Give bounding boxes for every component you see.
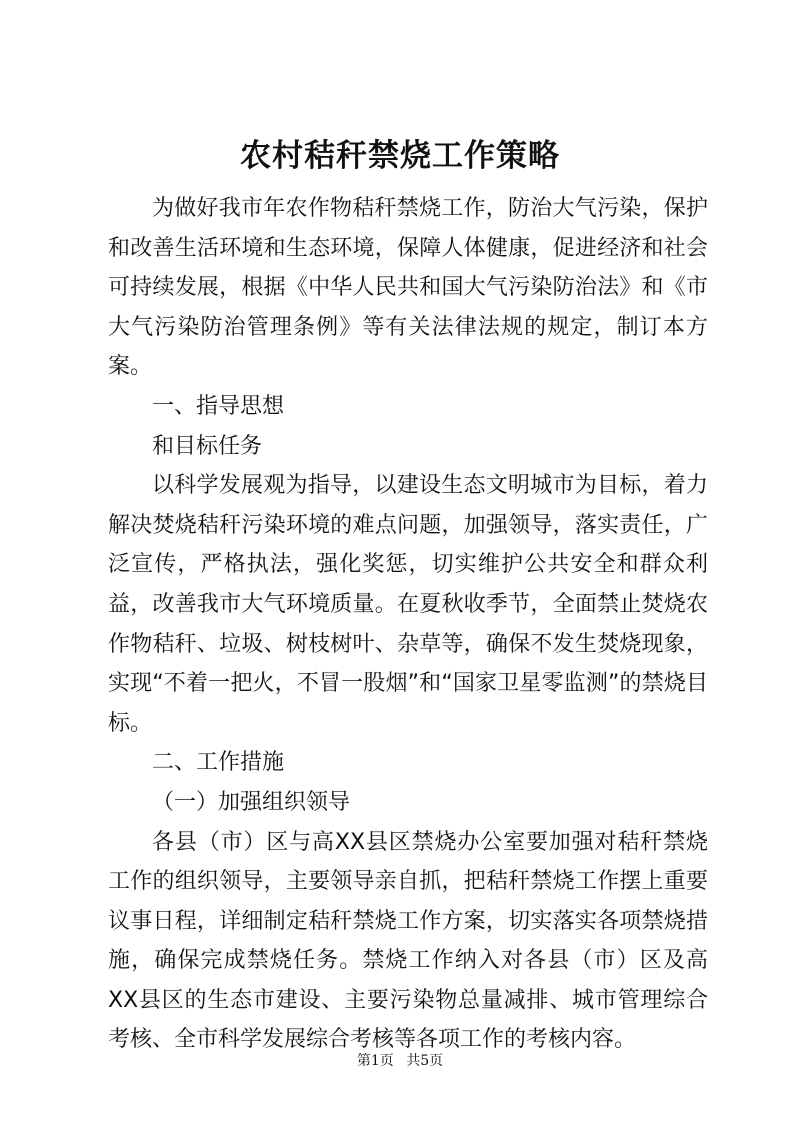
- paragraph-organization-content: 各县（市）区与高XX县区禁烧办公室要加强对秸秆禁烧工作的组织领导，主要领导亲自抓，把秸秆禁烧工作摆上重要议事日程，详细制定秸秆禁烧工作方案，切实落实各项禁烧措施，确保完成禁烧任务。禁烧工作纳入对各县（市）区及高XX县区的生态市建设、主要污染物总量减排、城市管理综合考核、全市科学发展综合考核等各项工作的考核内容。: [108, 829, 708, 1053]
- page-footer: [0, 1050, 800, 1070]
- subheading-organization: （一）加强组织领导: [152, 789, 351, 815]
- page-total: 共5页: [406, 1053, 444, 1069]
- paragraph-guiding-content: 以科学发展观为指导，以建设生态文明城市为目标，着力解决焚烧秸秆污染环境的难点问题，加强领导，落实责任，广泛宣传，严格执法，强化奖惩，切实维护公共安全和群众利益，改善我市大气环境质量。在夏秋收季节，全面禁止焚烧农作物秸秆、垃圾、树枝树叶、杂草等，确保不发生焚烧现象，实现“不着一把火，不冒一股烟”和“国家卫星零监测”的禁烧目标。: [108, 473, 708, 736]
- heading-goals-tasks: 和目标任务: [152, 433, 263, 459]
- document-title: 农村秸秆禁烧工作策略: [240, 138, 560, 174]
- page-number: 第1页: [356, 1053, 394, 1069]
- heading-guiding-ideology: 一、指导思想: [152, 393, 285, 419]
- document-body: [108, 189, 708, 1060]
- paragraph-intro: 为做好我市年农作物秸秆禁烧工作，防治大气污染，保护和改善生活环境和生态环境，保障人体健康，促进经济和社会可持续发展，根据《中华人民共和国大气污染防治法》和《市大气污染防治管理条例》等有关法律法规的规定，制订本方案。: [108, 196, 708, 380]
- heading-work-measures: 二、工作措施: [152, 750, 285, 776]
